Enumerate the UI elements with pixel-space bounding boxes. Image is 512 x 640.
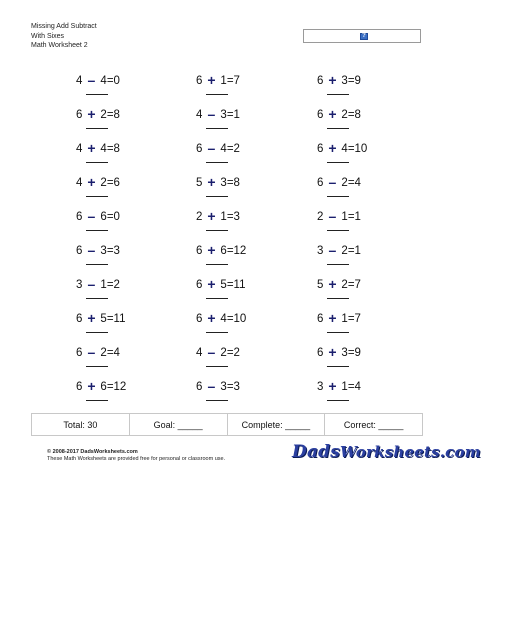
answer-blank[interactable] — [206, 400, 228, 401]
result: 6 — [113, 177, 120, 189]
result: 7 — [354, 313, 361, 325]
second-operand: 3 — [341, 347, 348, 359]
result: 10 — [233, 313, 247, 325]
problem-21 — [317, 272, 397, 302]
logo-worksheets: Worksheets.com — [340, 443, 481, 461]
result: 1 — [354, 245, 361, 257]
problem-11 — [196, 170, 276, 200]
equals-sign: = — [347, 279, 355, 291]
result: 1 — [233, 109, 240, 121]
second-operand: 2 — [100, 347, 107, 359]
answer-blank[interactable] — [206, 264, 228, 265]
second-operand: 1 — [341, 211, 348, 223]
answer-blank[interactable] — [206, 230, 228, 231]
plus-icon: + — [328, 276, 337, 292]
first-operand: 2 — [317, 211, 324, 223]
answer-blank[interactable] — [206, 366, 228, 367]
result: 12 — [233, 245, 247, 257]
minus-icon: – — [207, 140, 216, 156]
answer-blank[interactable] — [327, 94, 349, 95]
problem-15 — [317, 204, 397, 234]
problem-6 — [317, 102, 397, 132]
second-operand: 1 — [220, 211, 227, 223]
equals-sign: = — [106, 313, 114, 325]
first-operand: 3 — [76, 279, 83, 291]
plus-icon: + — [207, 208, 216, 224]
result: 4 — [113, 347, 120, 359]
second-operand: 5 — [100, 313, 107, 325]
usage-note: These Math Worksheets are provided free for personal or classroom use. — [47, 456, 226, 462]
minus-icon: – — [87, 72, 96, 88]
problem-3 — [317, 68, 397, 98]
result: 11 — [233, 279, 246, 291]
result: 1 — [354, 211, 361, 223]
answer-blank[interactable] — [206, 298, 228, 299]
equals-sign: = — [106, 177, 114, 189]
result: 8 — [354, 109, 361, 121]
second-operand: 2 — [341, 245, 348, 257]
answer-blank[interactable] — [86, 128, 108, 129]
result: 7 — [233, 75, 240, 87]
total-cell: Total: 30 — [32, 414, 130, 435]
second-operand: 3 — [220, 381, 227, 393]
answer-blank[interactable] — [327, 230, 349, 231]
second-operand: 1 — [341, 381, 348, 393]
second-operand: 2 — [220, 347, 227, 359]
worksheet-title: Missing Add Subtract — [31, 23, 97, 30]
plus-icon: + — [328, 72, 337, 88]
problem-5 — [196, 102, 276, 132]
first-operand: 6 — [76, 381, 83, 393]
first-operand: 4 — [196, 347, 203, 359]
equals-sign: = — [226, 279, 234, 291]
equals-sign: = — [226, 347, 234, 359]
problem-18 — [317, 238, 397, 268]
problem-26 — [196, 340, 276, 370]
equals-sign: = — [347, 177, 355, 189]
minus-icon: – — [328, 174, 337, 190]
result: 2 — [233, 143, 240, 155]
problem-25 — [76, 340, 156, 370]
problem-8 — [196, 136, 276, 166]
problem-23 — [196, 306, 276, 336]
minus-icon: – — [87, 242, 96, 258]
result: 2 — [233, 347, 240, 359]
second-operand: 2 — [341, 279, 348, 291]
equals-sign: = — [347, 313, 355, 325]
first-operand: 6 — [317, 347, 324, 359]
first-operand: 6 — [196, 279, 203, 291]
problem-13 — [76, 204, 156, 234]
second-operand: 3 — [220, 109, 227, 121]
problem-17 — [196, 238, 276, 268]
equals-sign: = — [106, 109, 114, 121]
minus-icon: – — [87, 276, 96, 292]
problem-14 — [196, 204, 276, 234]
worksheet-header — [31, 22, 97, 51]
dadsworksheets-logo[interactable] — [292, 442, 481, 462]
answer-blank[interactable] — [206, 162, 228, 163]
plus-icon: + — [207, 174, 216, 190]
first-operand: 6 — [76, 245, 83, 257]
result: 12 — [113, 381, 127, 393]
answer-blank[interactable] — [86, 196, 108, 197]
result: 3 — [233, 381, 240, 393]
answer-blank[interactable] — [327, 128, 349, 129]
plus-icon: + — [328, 378, 337, 394]
second-operand: 2 — [100, 177, 107, 189]
problem-7 — [76, 136, 156, 166]
problem-19 — [76, 272, 156, 302]
answer-blank[interactable] — [206, 128, 228, 129]
problem-2 — [196, 68, 276, 98]
answer-blank[interactable] — [327, 264, 349, 265]
logo-dads: Dads — [292, 442, 341, 462]
equals-sign: = — [347, 109, 355, 121]
first-operand: 6 — [76, 211, 83, 223]
second-operand: 6 — [100, 381, 107, 393]
result: 9 — [354, 347, 361, 359]
equals-sign: = — [106, 347, 114, 359]
result: 10 — [354, 143, 368, 155]
minus-icon: – — [87, 208, 96, 224]
first-operand: 3 — [317, 245, 324, 257]
equals-sign: = — [347, 75, 355, 87]
result: 8 — [233, 177, 240, 189]
second-operand: 4 — [341, 143, 348, 155]
second-operand: 1 — [100, 279, 107, 291]
first-operand: 6 — [76, 347, 83, 359]
result: 4 — [354, 177, 361, 189]
problem-22 — [76, 306, 156, 336]
second-operand: 6 — [100, 211, 107, 223]
first-operand: 6 — [317, 143, 324, 155]
second-operand: 1 — [220, 75, 227, 87]
second-operand: 1 — [341, 313, 348, 325]
answer-blank[interactable] — [86, 366, 108, 367]
plus-icon: + — [87, 140, 96, 156]
result: 9 — [354, 75, 361, 87]
second-operand: 4 — [100, 75, 107, 87]
score-footer — [31, 413, 423, 436]
minus-icon: – — [207, 378, 216, 394]
first-operand: 5 — [196, 177, 203, 189]
correct-cell: Correct: _____ — [343, 419, 404, 430]
result: 8 — [113, 143, 120, 155]
equals-sign: = — [226, 177, 234, 189]
question-icon[interactable]: ? — [360, 33, 368, 40]
answer-blank[interactable] — [327, 298, 349, 299]
plus-icon: + — [87, 310, 96, 326]
first-operand: 6 — [196, 143, 203, 155]
equals-sign: = — [106, 279, 114, 291]
equals-sign: = — [226, 381, 234, 393]
worksheet-number: Math Worksheet 2 — [31, 42, 88, 49]
result: 11 — [113, 313, 126, 325]
result: 4 — [354, 381, 361, 393]
answer-blank[interactable] — [327, 400, 349, 401]
equals-sign: = — [226, 109, 234, 121]
answer-blank[interactable] — [327, 162, 349, 163]
problem-28 — [76, 374, 156, 404]
first-operand: 4 — [76, 75, 83, 87]
result: 3 — [233, 211, 240, 223]
minus-icon: – — [328, 208, 337, 224]
minus-icon: – — [207, 106, 216, 122]
result: 0 — [113, 75, 120, 87]
second-operand: 5 — [220, 279, 227, 291]
first-operand: 6 — [76, 313, 83, 325]
equals-sign: = — [226, 313, 234, 325]
copyright-line: © 2008-2017 DadsWorksheets.com — [47, 449, 138, 455]
first-operand: 4 — [196, 109, 203, 121]
answer-blank[interactable] — [327, 366, 349, 367]
name-field[interactable] — [303, 29, 421, 43]
first-operand: 6 — [317, 177, 324, 189]
result: 3 — [113, 245, 120, 257]
problem-1 — [76, 68, 156, 98]
second-operand: 3 — [341, 75, 348, 87]
result: 7 — [354, 279, 361, 291]
equals-sign: = — [226, 143, 234, 155]
problem-9 — [317, 136, 397, 166]
plus-icon: + — [207, 276, 216, 292]
problem-4 — [76, 102, 156, 132]
problem-29 — [196, 374, 276, 404]
equals-sign: = — [106, 211, 114, 223]
result: 0 — [113, 211, 120, 223]
plus-icon: + — [328, 344, 337, 360]
first-operand: 6 — [317, 109, 324, 121]
plus-icon: + — [328, 106, 337, 122]
minus-icon: – — [328, 242, 337, 258]
answer-blank[interactable] — [206, 94, 228, 95]
plus-icon: + — [328, 140, 337, 156]
first-operand: 6 — [196, 75, 203, 87]
first-operand: 5 — [317, 279, 324, 291]
problem-10 — [76, 170, 156, 200]
problem-12 — [317, 170, 397, 200]
second-operand: 3 — [100, 245, 107, 257]
answer-blank[interactable] — [327, 332, 349, 333]
equals-sign: = — [106, 75, 114, 87]
answer-blank[interactable] — [86, 94, 108, 95]
second-operand: 4 — [220, 313, 227, 325]
first-operand: 6 — [196, 245, 203, 257]
answer-blank[interactable] — [206, 196, 228, 197]
answer-blank[interactable] — [86, 264, 108, 265]
plus-icon: + — [207, 72, 216, 88]
first-operand: 6 — [317, 75, 324, 87]
plus-icon: + — [207, 310, 216, 326]
problem-30 — [317, 374, 397, 404]
copyright-block — [47, 449, 225, 463]
equals-sign: = — [347, 381, 355, 393]
result: 8 — [113, 109, 120, 121]
second-operand: 4 — [100, 143, 107, 155]
first-operand: 6 — [196, 381, 203, 393]
answer-blank[interactable] — [327, 196, 349, 197]
problem-27 — [317, 340, 397, 370]
answer-blank[interactable] — [86, 298, 108, 299]
first-operand: 4 — [76, 177, 83, 189]
plus-icon: + — [87, 378, 96, 394]
answer-blank[interactable] — [86, 230, 108, 231]
first-operand: 3 — [317, 381, 324, 393]
complete-cell: Complete: _____ — [228, 414, 326, 435]
plus-icon: + — [87, 106, 96, 122]
worksheet-subtitle: With Sixes — [31, 32, 65, 40]
second-operand: 4 — [220, 143, 227, 155]
problem-16 — [76, 238, 156, 268]
minus-icon: – — [87, 344, 96, 360]
plus-icon: + — [207, 242, 216, 258]
second-operand: 2 — [341, 177, 348, 189]
problem-20 — [196, 272, 276, 302]
equals-sign: = — [226, 75, 234, 87]
plus-icon: + — [328, 310, 337, 326]
equals-sign: = — [347, 143, 355, 155]
answer-blank[interactable] — [86, 162, 108, 163]
equals-sign: = — [106, 381, 114, 393]
answer-blank[interactable] — [86, 400, 108, 401]
second-operand: 3 — [220, 177, 227, 189]
equals-sign: = — [347, 347, 355, 359]
second-operand: 6 — [220, 245, 227, 257]
second-operand: 2 — [100, 109, 107, 121]
minus-icon: – — [207, 344, 216, 360]
second-operand: 2 — [341, 109, 348, 121]
equals-sign: = — [226, 245, 234, 257]
equals-sign: = — [226, 211, 234, 223]
first-operand: 6 — [196, 313, 203, 325]
result: 2 — [113, 279, 120, 291]
equals-sign: = — [347, 245, 355, 257]
answer-blank[interactable] — [86, 332, 108, 333]
equals-sign: = — [106, 245, 114, 257]
goal-cell: Goal: _____ — [130, 414, 228, 435]
plus-icon: + — [87, 174, 96, 190]
first-operand: 4 — [76, 143, 83, 155]
first-operand: 2 — [196, 211, 203, 223]
answer-blank[interactable] — [206, 332, 228, 333]
first-operand: 6 — [76, 109, 83, 121]
equals-sign: = — [347, 211, 355, 223]
first-operand: 6 — [317, 313, 324, 325]
equals-sign: = — [106, 143, 114, 155]
problem-24 — [317, 306, 397, 336]
